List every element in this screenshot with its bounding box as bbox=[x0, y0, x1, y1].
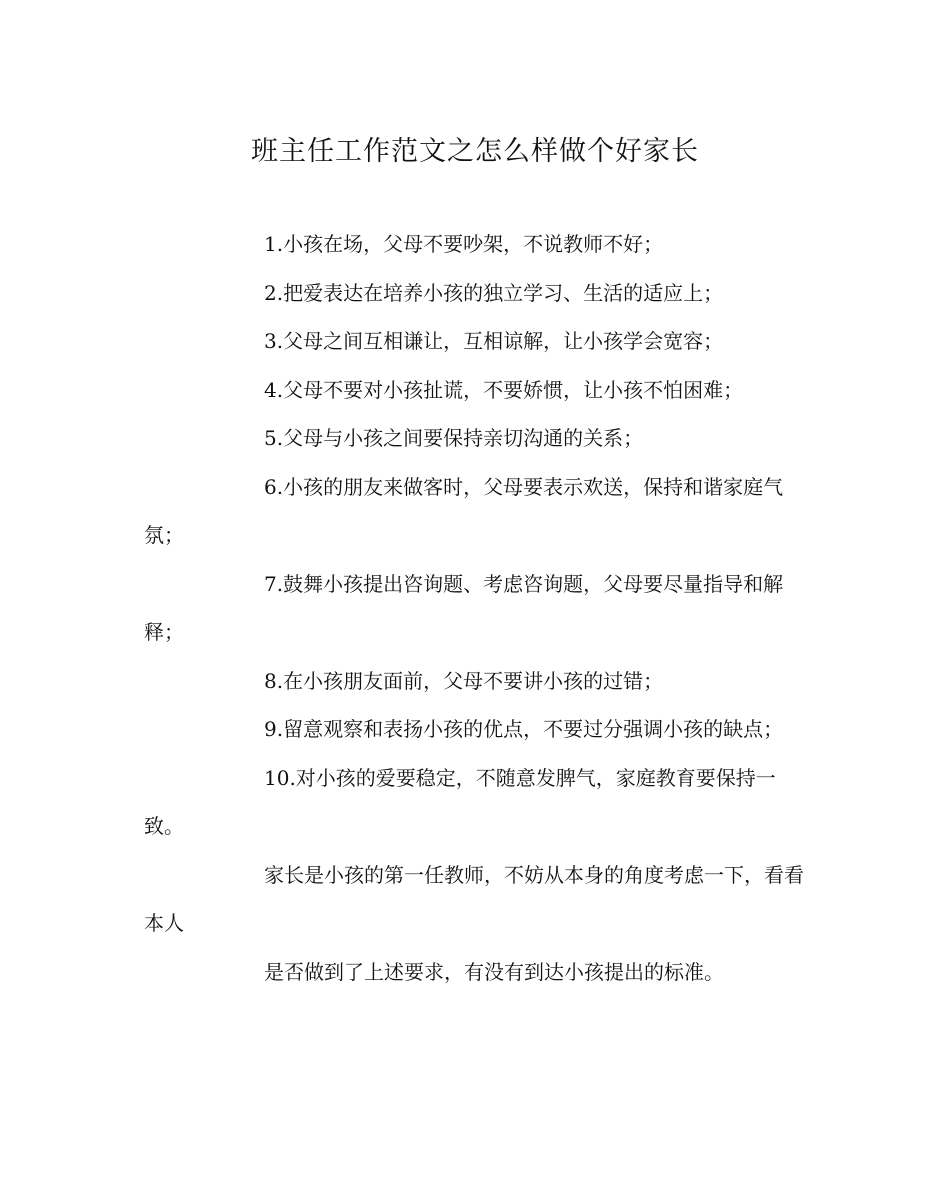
paragraph-closing-2: 是否做到了上述要求，有没有到达小孩提出的标准。 bbox=[264, 959, 724, 984]
paragraph-1: 1.小孩在场，父母不要吵架，不说教师不好； bbox=[264, 232, 664, 256]
paragraph-10: 10.对小孩的爱要稳定，不随意发脾气，家庭教育要保持一致。 bbox=[144, 765, 776, 838]
paragraph-3: 3.父母之间互相谦让，互相谅解，让小孩学会宽容； bbox=[264, 329, 724, 353]
paragraph-closing-1: 家长是小孩的第一任教师，不妨从本身的角度考虑一下，看看本人 bbox=[144, 862, 804, 935]
paragraph-9: 9.留意观察和表扬小孩的优点，不要过分强调小孩的缺点； bbox=[264, 717, 784, 741]
document-body bbox=[144, 220, 804, 996]
paragraph-7: 7.鼓舞小孩提出咨询题、考虑咨询题，父母要尽量指导和解释； bbox=[144, 571, 784, 644]
paragraph-2: 2.把爱表达在培养小孩的独立学习、生活的适应上； bbox=[264, 280, 724, 305]
paragraph-6: 6.小孩的朋友来做客时，父母要表示欢送，保持和谐家庭气氛； bbox=[144, 474, 784, 547]
document-title: 班主任工作范文之怎么样做个好家长 bbox=[251, 136, 699, 167]
paragraph-4: 4.父母不要对小孩扯谎，不要娇惯，让小孩不怕困难； bbox=[264, 377, 744, 402]
paragraph-8: 8.在小孩朋友面前，父母不要讲小孩的过错； bbox=[264, 668, 664, 693]
paragraph-5: 5.父母与小孩之间要保持亲切沟通的关系； bbox=[264, 426, 644, 450]
